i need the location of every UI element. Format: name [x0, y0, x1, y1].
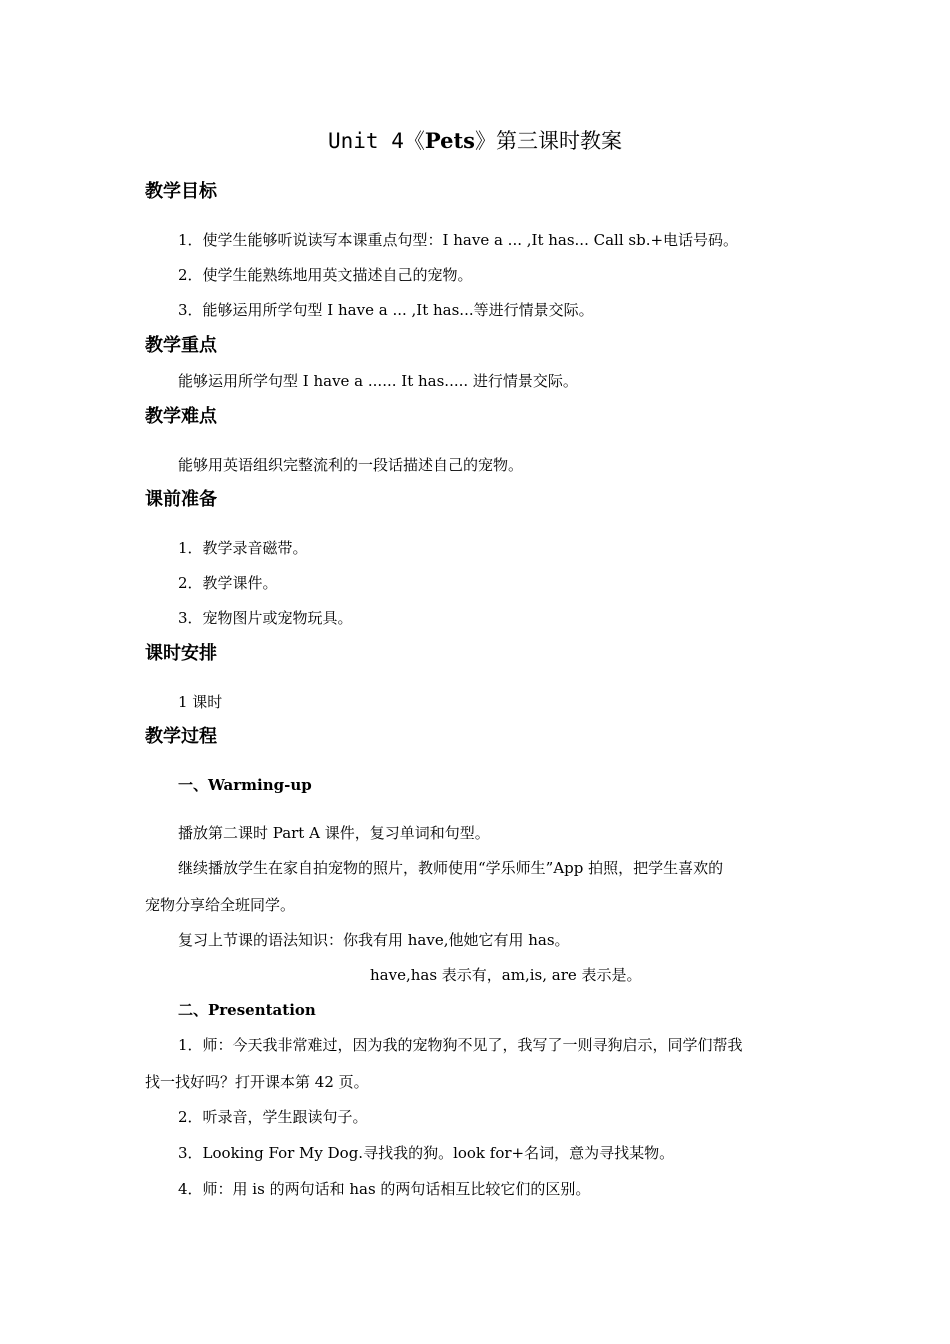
title-prefix: Unit 4《: [328, 129, 425, 153]
warmup-title: 一、Warming-up: [178, 776, 312, 794]
goal-item-3: 3．能够运用所学句型 I have a ... ,It has...等进行情景交际。: [178, 301, 594, 319]
title-bold: Pets: [424, 128, 475, 153]
presentation-item2: 2．听录音，学生跟读句子。: [178, 1108, 368, 1126]
title-suffix: 》第三课时教案: [474, 129, 622, 153]
prep-item-2: 2．教学课件。: [178, 574, 278, 592]
warmup-p4: have,has 表示有，am,is, are 表示是。: [370, 966, 642, 984]
prep-item-3: 3．宠物图片或宠物玩具。: [178, 609, 353, 627]
difficulties-text: 能够用英语组织完整流利的一段话描述自己的宠物。: [178, 456, 524, 474]
goal-item-2: 2．使学生能熟练地用英文描述自己的宠物。: [178, 266, 473, 284]
presentation-item3: 3．Looking For My Dog.寻找我的狗。look for+名词，意为寻找某物。: [178, 1144, 675, 1162]
presentation-item1-line1: 1．师：今天我非常难过，因为我的宠物狗不见了，我写了一则寻狗启示，同学们帮我: [178, 1036, 743, 1054]
presentation-item1-line2: 找一找好吗？打开课本第 42 页。: [145, 1073, 369, 1091]
heading-goals: 教学目标: [145, 181, 217, 202]
heading-schedule: 课时安排: [145, 643, 217, 664]
heading-difficulties: 教学难点: [145, 406, 217, 427]
presentation-item4: 4．师：用 is 的两句话和 has 的两句话相互比较它们的区别。: [178, 1180, 591, 1198]
warmup-p1: 播放第二课时 Part A 课件，复习单词和句型。: [178, 824, 490, 842]
page-title: [0, 128, 950, 154]
heading-preparation: 课前准备: [145, 489, 217, 510]
key-points-text: 能够运用所学句型 I have a ...... It has..... 进行情景交际。: [178, 372, 578, 390]
warmup-p2-line2: 宠物分享给全班同学。: [145, 896, 296, 914]
schedule-text: 1 课时: [178, 693, 223, 711]
presentation-title: 二、Presentation: [178, 1001, 316, 1019]
goal-item-1: 1．使学生能够听说读写本课重点句型：I have a ... ,It has... Call sb.+电话号码。: [178, 231, 739, 249]
heading-process: 教学过程: [145, 726, 217, 747]
heading-key-points: 教学重点: [145, 335, 217, 356]
warmup-p2-line1: 继续播放学生在家自拍宠物的照片，教师使用“学乐师生”App 拍照，把学生喜欢的: [178, 859, 724, 877]
warmup-p3: 复习上节课的语法知识：你我有用 have,他她它有用 has。: [178, 931, 570, 949]
prep-item-1: 1．教学录音磁带。: [178, 539, 308, 557]
